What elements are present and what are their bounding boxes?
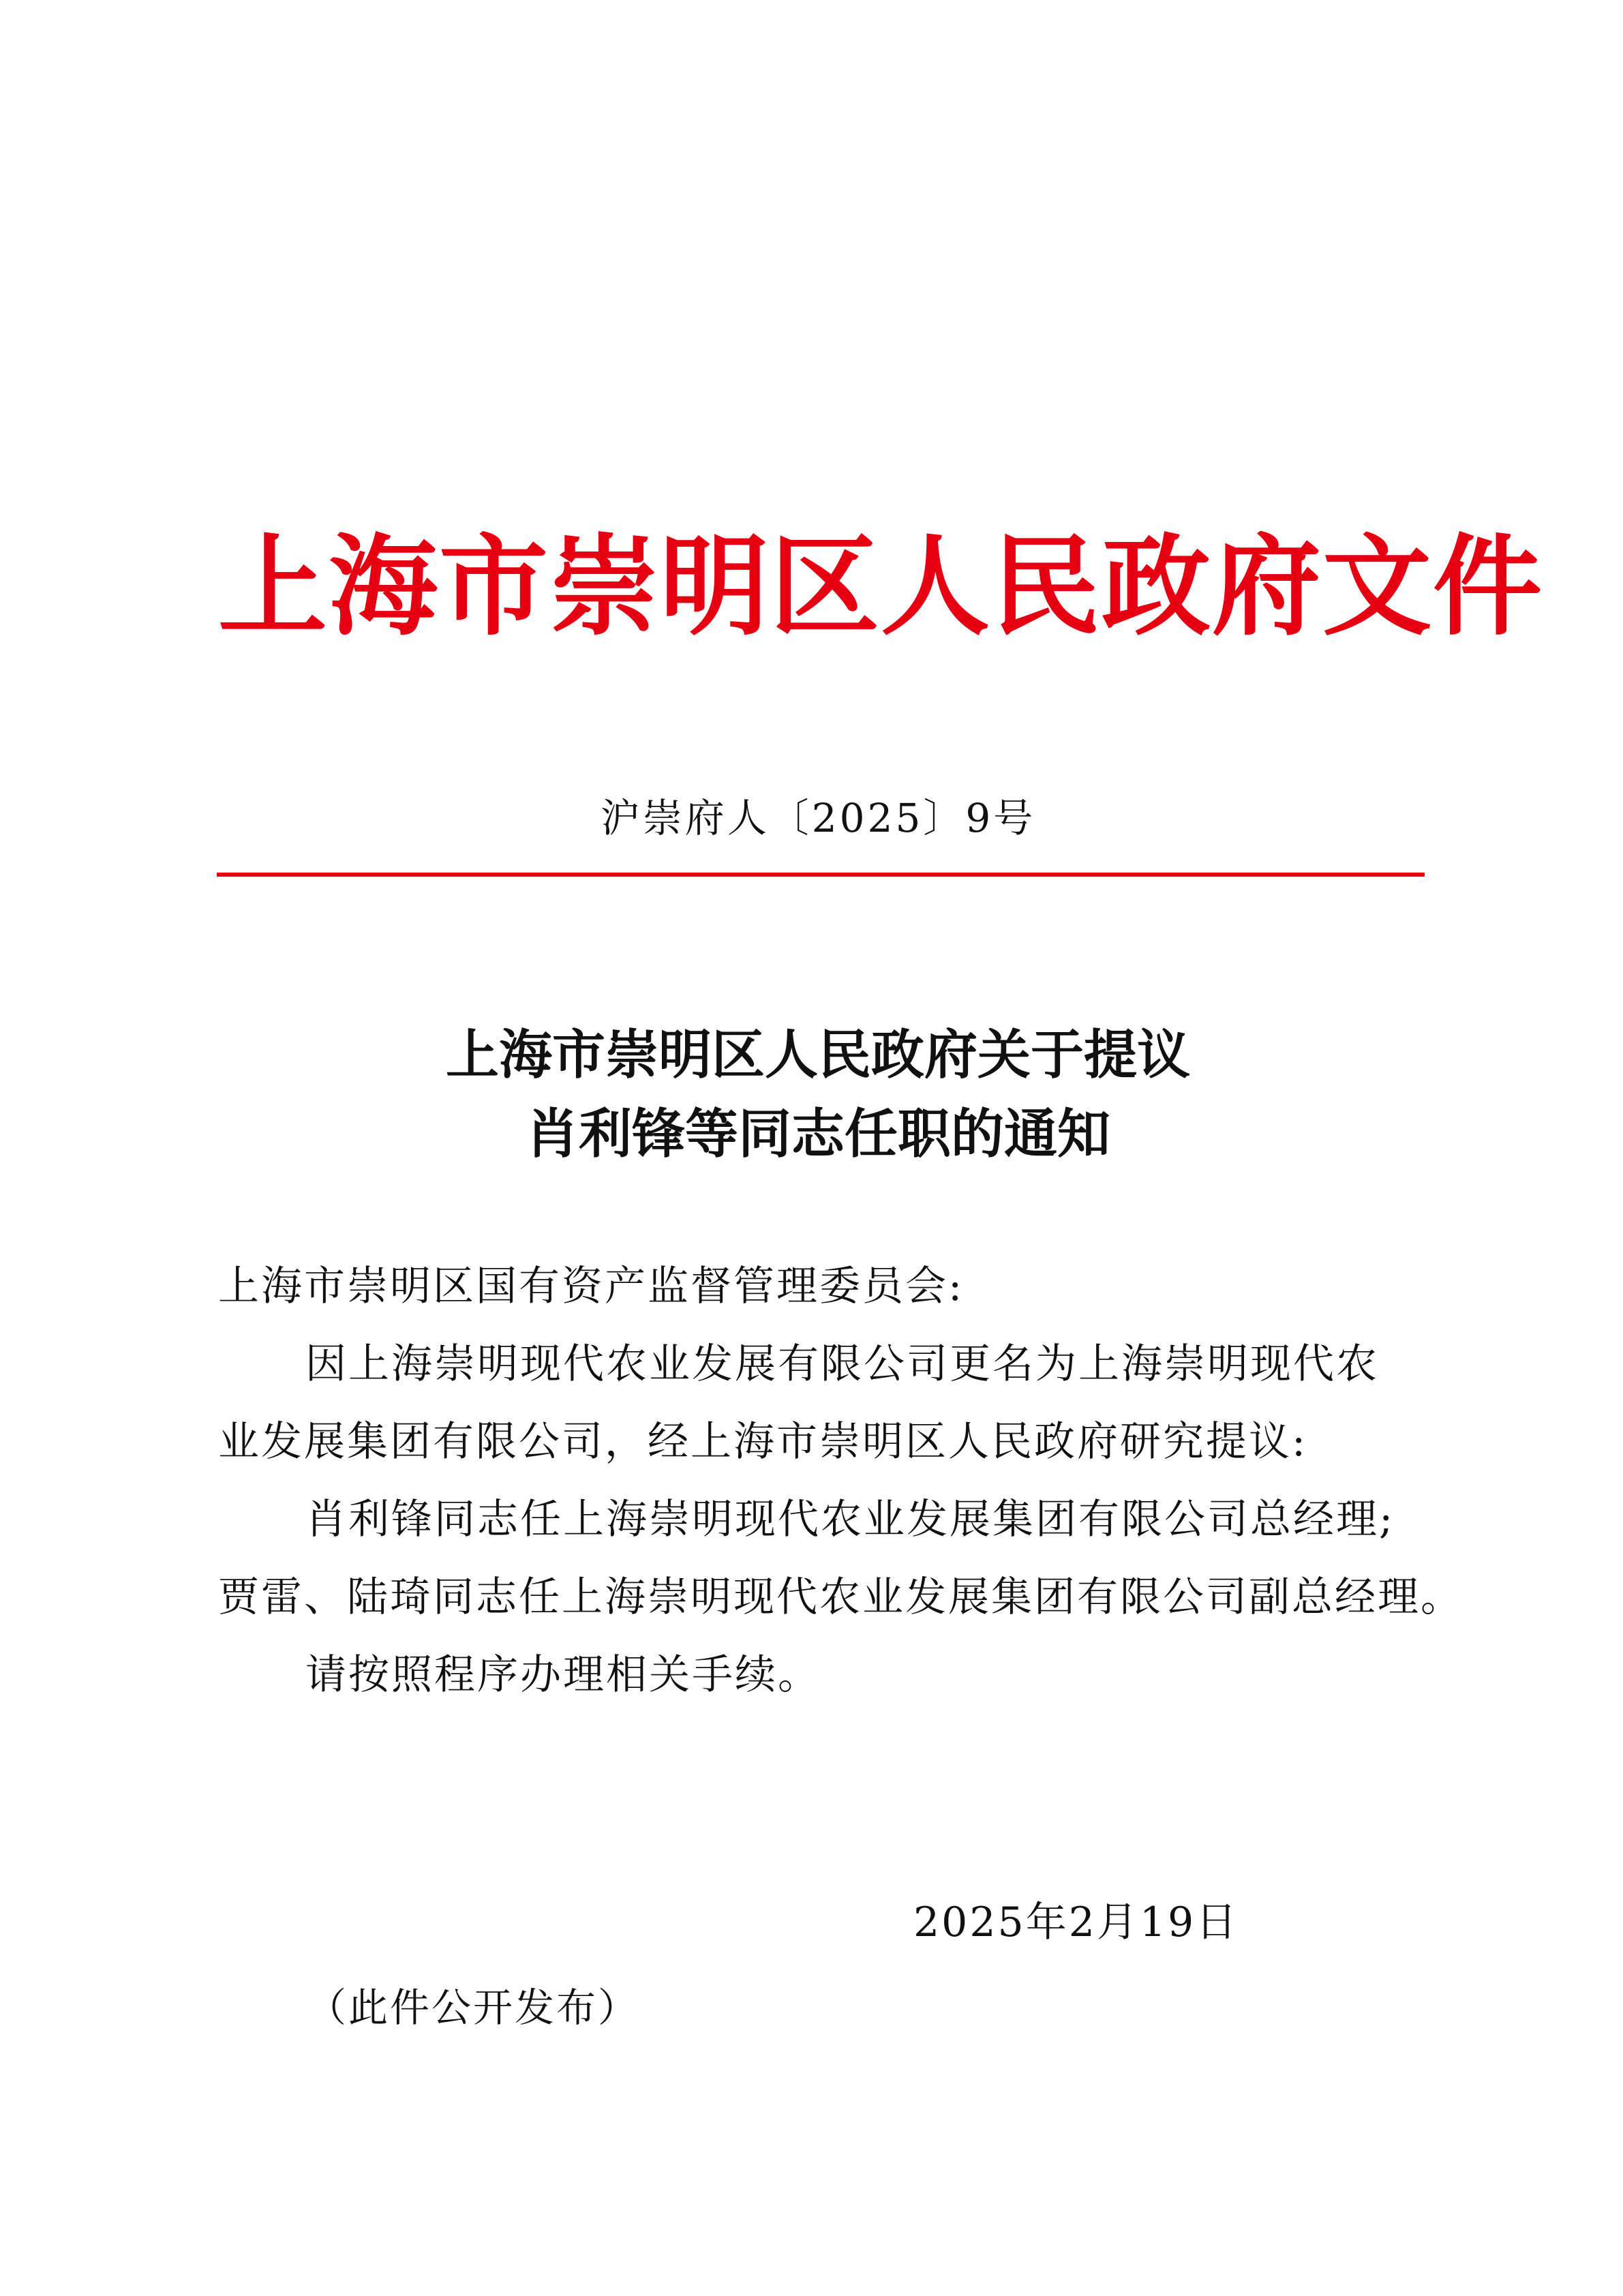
masthead-title: 上海市崇明区人民政府文件	[218, 522, 1544, 650]
paragraph-1-line-2: 业发展集团有限公司，经上海市崇明区人民政府研究提议:	[218, 1418, 1308, 1466]
issue-date: 2025年2月19日	[913, 1899, 1239, 1946]
notice-title	[218, 1016, 1418, 1174]
addressee: 上海市崇明区国有资产监督管理委员会:	[218, 1263, 965, 1310]
notice-body	[218, 1248, 1463, 1714]
document-number: 沪崇府人〔2025〕9号	[600, 795, 1036, 841]
notice-title-line-1: 上海市崇明区人民政府关于提议	[445, 1024, 1190, 1086]
publication-note: （此件公开发布）	[307, 1984, 640, 2031]
paragraph-2-line-2: 贾雷、陆琦同志任上海崇明现代农业发展集团有限公司副总经理。	[218, 1573, 1463, 1621]
paragraph-2-line-1: 肖利锋同志任上海崇明现代农业发展集团有限公司总经理;	[305, 1496, 1395, 1543]
paragraph-1-line-1: 因上海崇明现代农业发展有限公司更名为上海崇明现代农	[305, 1340, 1379, 1388]
notice-title-line-2: 肖利锋等同志任职的通知	[525, 1103, 1110, 1165]
paragraph-3: 请按照程序办理相关手续。	[305, 1651, 821, 1699]
red-divider-line	[217, 873, 1425, 877]
